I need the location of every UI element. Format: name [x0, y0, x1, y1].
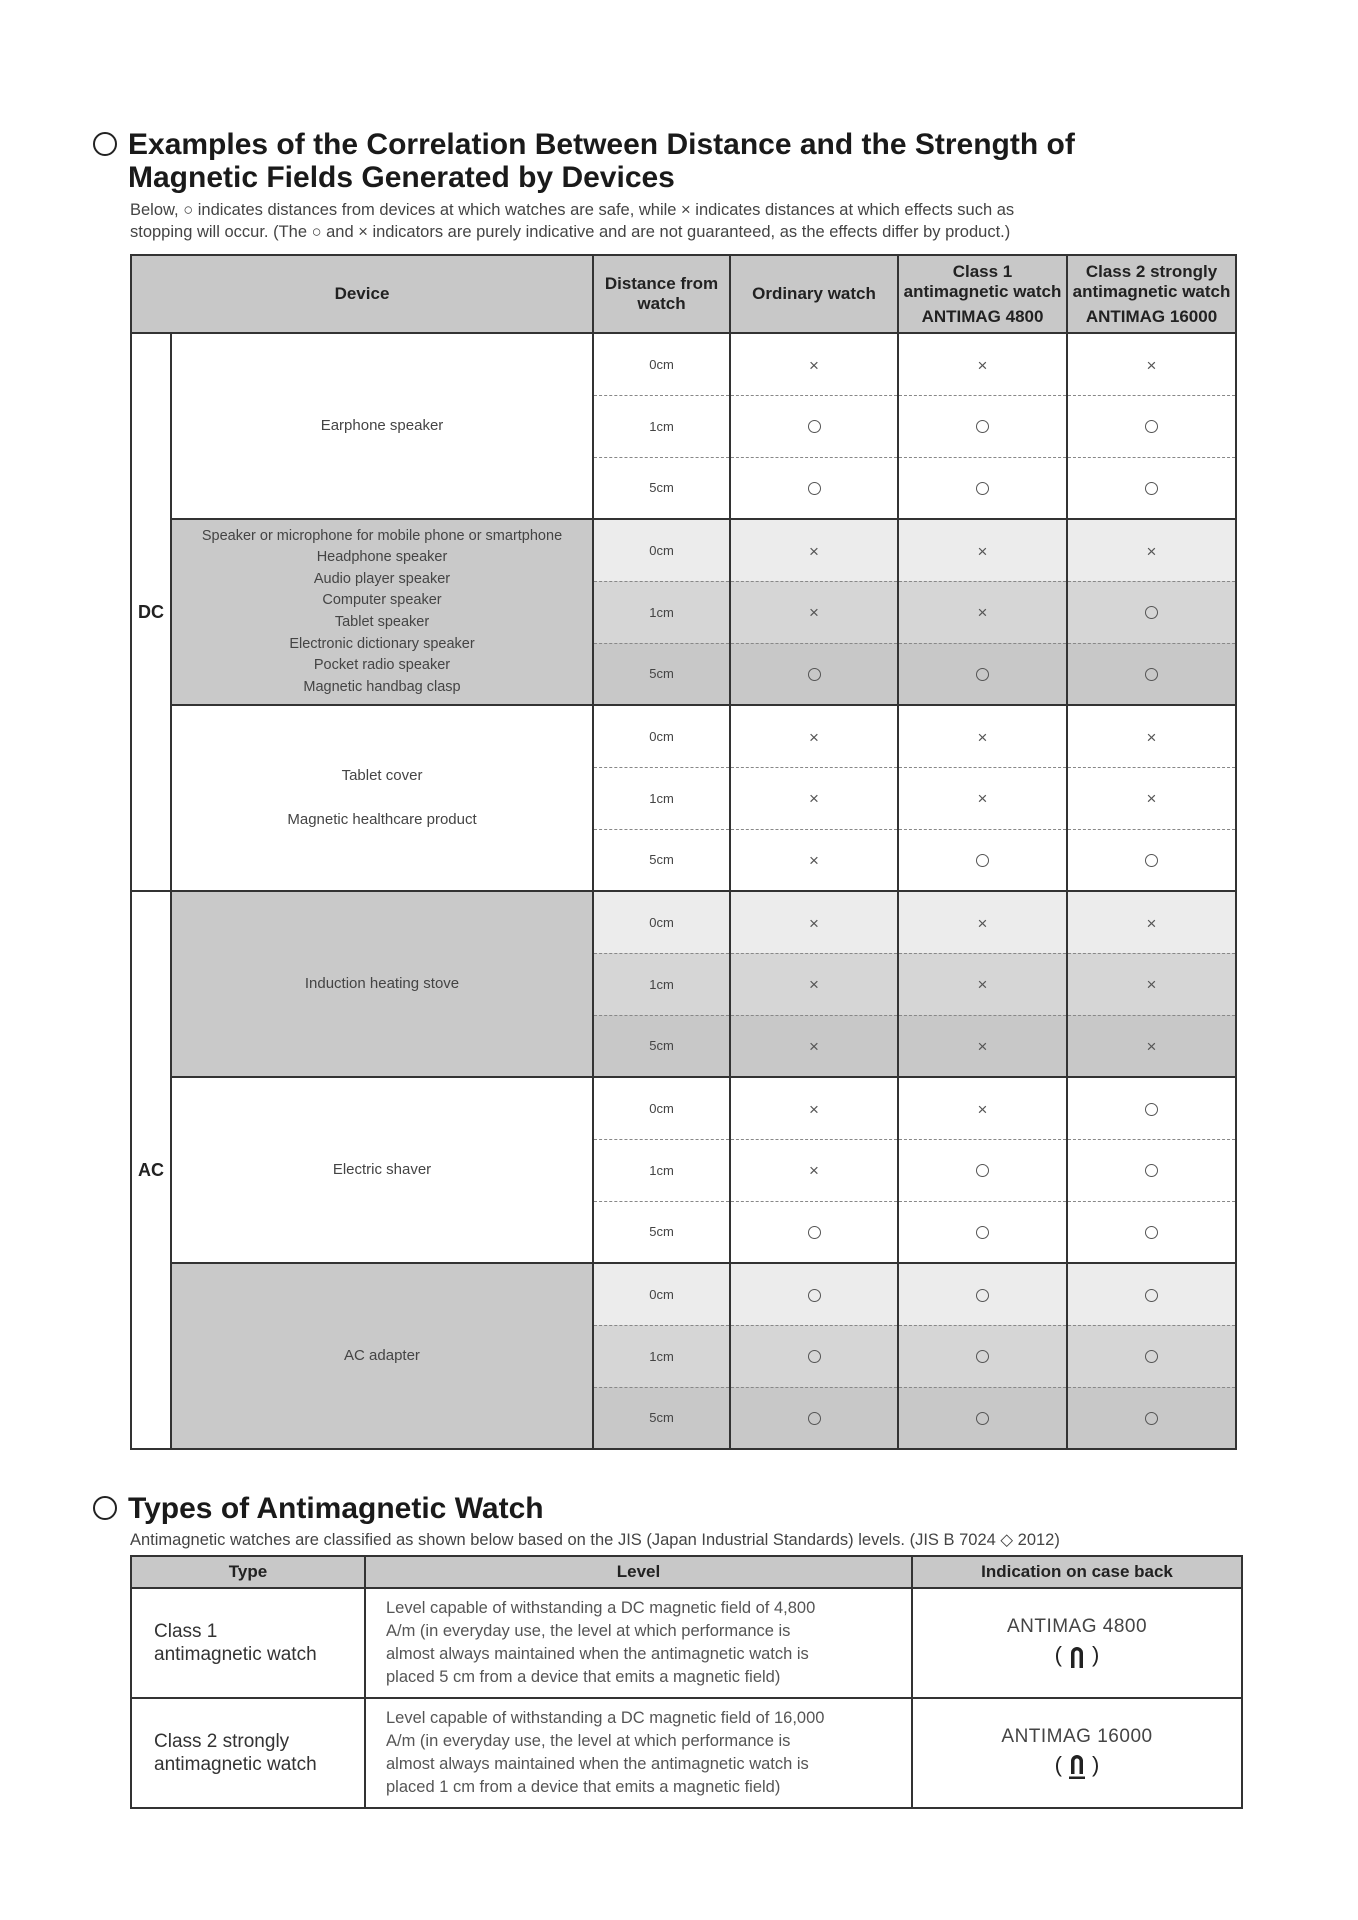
distance-cell: 0cm	[593, 891, 730, 953]
antimagnetic-types-table	[130, 1555, 1243, 1809]
header-class1	[898, 255, 1067, 333]
unsafe-cross-icon: ×	[809, 541, 819, 561]
unsafe-cross-icon: ×	[809, 727, 819, 747]
safe-circle-icon	[1145, 482, 1158, 495]
safe-circle-icon	[976, 1350, 989, 1363]
distance-cell: 5cm	[593, 457, 730, 519]
result-cell	[1067, 767, 1236, 829]
result-cell	[1067, 457, 1236, 519]
distance-cell: 0cm	[593, 705, 730, 767]
safe-circle-icon	[1145, 668, 1158, 681]
result-cell	[1067, 1263, 1236, 1325]
types-header-indication: Indication on case back	[912, 1556, 1242, 1588]
result-cell	[898, 1387, 1067, 1449]
safe-circle-icon	[1145, 1350, 1158, 1363]
device-name: Electronic dictionary speaker	[289, 635, 475, 652]
device-cell	[171, 705, 593, 891]
distance-cell: 1cm	[593, 1139, 730, 1201]
header-distance-line2: watch	[637, 294, 686, 313]
distance-cell: 5cm	[593, 1201, 730, 1263]
result-cell	[1067, 705, 1236, 767]
result-cell	[1067, 519, 1236, 581]
indication-symbol: ( )	[913, 1752, 1241, 1780]
safe-circle-icon	[976, 1412, 989, 1425]
magnet-icon	[1068, 1644, 1086, 1670]
safe-circle-icon	[808, 668, 821, 681]
device-name: Tablet speaker	[334, 614, 430, 630]
device-cell	[171, 333, 593, 519]
level-cell	[365, 1588, 912, 1698]
section-title-types	[93, 1492, 544, 1525]
device-name: Magnetic handbag clasp	[303, 678, 461, 695]
unsafe-cross-icon: ×	[977, 727, 988, 747]
result-cell	[730, 891, 898, 953]
result-cell	[730, 581, 898, 643]
unsafe-cross-icon: ×	[977, 541, 988, 561]
indication-symbol: ( )	[913, 1642, 1241, 1669]
safe-circle-icon	[1145, 1289, 1158, 1302]
result-cell	[898, 1077, 1067, 1139]
header-distance	[593, 255, 730, 333]
unsafe-cross-icon: ×	[977, 789, 988, 809]
result-cell	[730, 1201, 898, 1263]
safe-circle-icon	[976, 1226, 989, 1239]
table-row	[131, 1698, 1242, 1808]
safe-circle-icon	[976, 1289, 989, 1302]
result-cell	[898, 333, 1067, 395]
result-cell	[730, 767, 898, 829]
level-line: Level capable of withstanding a DC magnetic field of 4,800	[386, 1599, 816, 1617]
circle-bullet-icon	[93, 1496, 117, 1520]
table-row	[131, 333, 1236, 395]
device-name: Electric shaver	[332, 1161, 432, 1179]
distance-cell: 5cm	[593, 1387, 730, 1449]
safe-circle-icon	[1145, 1226, 1158, 1239]
distance-cell: 1cm	[593, 767, 730, 829]
safe-circle-icon	[808, 1412, 821, 1425]
result-cell	[730, 1325, 898, 1387]
result-cell	[898, 457, 1067, 519]
device-name: Induction heating stove	[304, 975, 460, 993]
types-header-type: Type	[131, 1556, 365, 1588]
indication-cell	[912, 1698, 1242, 1808]
magnetic-correlation-table	[130, 254, 1237, 1450]
table-row	[131, 519, 1236, 581]
safe-circle-icon	[808, 1289, 821, 1302]
result-cell	[730, 705, 898, 767]
safe-circle-icon	[1145, 420, 1158, 433]
unsafe-cross-icon: ×	[977, 1037, 988, 1056]
unsafe-cross-icon: ×	[809, 603, 819, 623]
unsafe-cross-icon: ×	[1146, 1037, 1157, 1056]
header-distance-line1: Distance from	[604, 274, 719, 293]
header-class2	[1067, 255, 1236, 333]
result-cell	[1067, 395, 1236, 457]
distance-cell: 1cm	[593, 581, 730, 643]
device-cell	[171, 1263, 593, 1449]
result-cell	[898, 1263, 1067, 1325]
section-title-types-text: Types of Antimagnetic Watch	[128, 1492, 544, 1525]
unsafe-cross-icon: ×	[809, 789, 819, 809]
distance-cell: 0cm	[593, 1263, 730, 1325]
result-cell	[1067, 643, 1236, 705]
table-row	[131, 891, 1236, 953]
safe-circle-icon	[976, 854, 989, 867]
result-cell	[1067, 1325, 1236, 1387]
result-cell	[898, 705, 1067, 767]
unsafe-cross-icon: ×	[809, 355, 819, 375]
result-cell	[898, 519, 1067, 581]
header-class1-line3: ANTIMAG 4800	[921, 306, 1044, 326]
safe-circle-icon	[1145, 1103, 1158, 1116]
result-cell	[898, 767, 1067, 829]
distance-cell: 1cm	[593, 1325, 730, 1387]
device-name: AC adapter	[344, 1347, 420, 1365]
distance-cell: 5cm	[593, 643, 730, 705]
distance-cell: 5cm	[593, 1015, 730, 1077]
header-ordinary: Ordinary watch	[730, 255, 898, 333]
types-header-level: Level	[365, 1556, 912, 1588]
type-name-line2: antimagnetic watch	[154, 1644, 317, 1665]
result-cell	[898, 395, 1067, 457]
result-cell	[1067, 333, 1236, 395]
device-name: Magnetic healthcare product	[287, 811, 477, 828]
distance-cell: 1cm	[593, 953, 730, 1015]
result-cell	[898, 1201, 1067, 1263]
current-type-cell: AC	[131, 891, 171, 1449]
result-cell	[898, 891, 1067, 953]
result-cell	[1067, 1077, 1236, 1139]
unsafe-cross-icon: ×	[1146, 975, 1157, 995]
legend-note-line2: stopping will occur. (The ○ and × indicators are purely indicative and are not guaranteed, as the effects differ by product.)	[130, 223, 1011, 241]
header-class2-line2: antimagnetic watch	[1072, 281, 1231, 301]
types-note: Antimagnetic watches are classified as shown below based on the JIS (Japan Industrial Standards) levels. (JIS B 7024 ◇ 2012)	[130, 1531, 1060, 1549]
device-cell	[171, 891, 593, 1077]
unsafe-cross-icon: ×	[809, 1099, 819, 1119]
safe-circle-icon	[976, 420, 989, 433]
level-line: A/m (in everyday use, the level at which performance is	[386, 1732, 791, 1750]
result-cell	[730, 1387, 898, 1449]
result-cell	[898, 1325, 1067, 1387]
result-cell	[898, 581, 1067, 643]
safe-circle-icon	[976, 1164, 989, 1177]
result-cell	[730, 643, 898, 705]
indication-text: ANTIMAG 4800	[1006, 1616, 1148, 1638]
table-row	[131, 705, 1236, 767]
level-cell	[365, 1698, 912, 1808]
unsafe-cross-icon: ×	[977, 913, 988, 933]
table-row	[131, 1588, 1242, 1698]
result-cell	[898, 829, 1067, 891]
unsafe-cross-icon: ×	[977, 355, 988, 375]
type-name-cell	[131, 1588, 365, 1698]
result-cell	[1067, 1139, 1236, 1201]
level-line: almost always maintained when the antimagnetic watch is	[386, 1645, 809, 1663]
header-class2-line3: ANTIMAG 16000	[1085, 306, 1218, 326]
device-name: Pocket radio speaker	[313, 657, 451, 674]
unsafe-cross-icon: ×	[1146, 541, 1157, 561]
section-title-correlation	[93, 128, 1075, 194]
legend-note-line1: Below, ○ indicates distances from devices at which watches are safe, while × indicates distances at which effects such as	[130, 201, 1015, 219]
result-cell	[898, 1015, 1067, 1077]
unsafe-cross-icon: ×	[809, 913, 819, 933]
result-cell	[1067, 891, 1236, 953]
current-type-cell: DC	[131, 333, 171, 891]
circle-bullet-icon	[93, 132, 117, 156]
result-cell	[1067, 1387, 1236, 1449]
level-line: placed 5 cm from a device that emits a magnetic field)	[386, 1668, 781, 1686]
type-name-cell	[131, 1698, 365, 1808]
result-cell	[730, 395, 898, 457]
type-name-line1: Class 2 strongly	[154, 1731, 290, 1752]
result-cell	[730, 829, 898, 891]
level-line: placed 1 cm from a device that emits a magnetic field)	[386, 1778, 781, 1796]
device-cell	[171, 519, 593, 705]
unsafe-cross-icon: ×	[809, 1037, 819, 1056]
device-name: Audio player speaker	[313, 570, 451, 587]
safe-circle-icon	[808, 1226, 821, 1239]
level-line: A/m (in everyday use, the level at which performance is	[386, 1622, 791, 1640]
result-cell	[730, 1263, 898, 1325]
result-cell	[1067, 1201, 1236, 1263]
table-row	[131, 1263, 1236, 1325]
unsafe-cross-icon: ×	[977, 603, 988, 623]
indication-text: ANTIMAG 16000	[1001, 1725, 1153, 1747]
distance-cell: 5cm	[593, 829, 730, 891]
device-cell	[171, 1077, 593, 1263]
result-cell	[730, 953, 898, 1015]
device-name: Earphone speaker	[320, 417, 444, 435]
result-cell	[898, 643, 1067, 705]
result-cell	[898, 953, 1067, 1015]
device-name: Speaker or microphone for mobile phone or smartphone	[201, 527, 563, 544]
result-cell	[730, 1077, 898, 1139]
table-body	[131, 333, 1236, 1449]
unsafe-cross-icon: ×	[809, 975, 819, 995]
result-cell	[1067, 581, 1236, 643]
distance-cell: 1cm	[593, 395, 730, 457]
safe-circle-icon	[976, 482, 989, 495]
magnet-underlined-icon	[1068, 1752, 1086, 1780]
unsafe-cross-icon: ×	[977, 1099, 988, 1119]
result-cell	[898, 1139, 1067, 1201]
result-cell	[1067, 953, 1236, 1015]
device-name: Headphone speaker	[316, 549, 448, 566]
result-cell	[730, 333, 898, 395]
result-cell	[730, 1139, 898, 1201]
header-device: Device	[131, 255, 593, 333]
safe-circle-icon	[1145, 1164, 1158, 1177]
unsafe-cross-icon: ×	[977, 975, 988, 995]
distance-cell: 0cm	[593, 1077, 730, 1139]
level-line: Level capable of withstanding a DC magnetic field of 16,000	[386, 1709, 825, 1727]
device-name: Computer speaker	[322, 592, 442, 609]
table-row	[131, 1077, 1236, 1139]
unsafe-cross-icon: ×	[1146, 727, 1157, 747]
result-cell	[1067, 829, 1236, 891]
distance-cell: 0cm	[593, 333, 730, 395]
result-cell	[730, 1015, 898, 1077]
safe-circle-icon	[976, 668, 989, 681]
unsafe-cross-icon: ×	[1146, 355, 1157, 375]
safe-circle-icon	[1145, 854, 1158, 867]
unsafe-cross-icon: ×	[1146, 789, 1157, 809]
type-name-line1: Class 1	[154, 1621, 218, 1642]
result-cell	[1067, 1015, 1236, 1077]
section-title-line2: Magnetic Fields Generated by Devices	[128, 161, 675, 194]
header-class1-line1: Class 1	[952, 261, 1013, 281]
device-name: Tablet cover	[341, 767, 423, 785]
level-line: almost always maintained when the antimagnetic watch is	[386, 1755, 809, 1773]
safe-circle-icon	[808, 482, 821, 495]
result-cell	[730, 519, 898, 581]
safe-circle-icon	[808, 1350, 821, 1363]
safe-circle-icon	[1145, 1412, 1158, 1425]
legend-note	[130, 199, 1014, 243]
safe-circle-icon	[808, 420, 821, 433]
result-cell	[730, 457, 898, 519]
unsafe-cross-icon: ×	[809, 851, 819, 870]
header-class1-line2: antimagnetic watch	[903, 281, 1062, 301]
type-name-line2: antimagnetic watch	[154, 1754, 317, 1775]
safe-circle-icon	[1145, 606, 1158, 619]
indication-cell	[912, 1588, 1242, 1698]
distance-cell: 0cm	[593, 519, 730, 581]
section-title-line1: Examples of the Correlation Between Distance and the Strength of	[128, 128, 1075, 161]
header-class2-line1: Class 2 strongly	[1085, 261, 1218, 281]
unsafe-cross-icon: ×	[1146, 913, 1157, 933]
unsafe-cross-icon: ×	[809, 1161, 819, 1181]
device-name	[172, 787, 592, 809]
